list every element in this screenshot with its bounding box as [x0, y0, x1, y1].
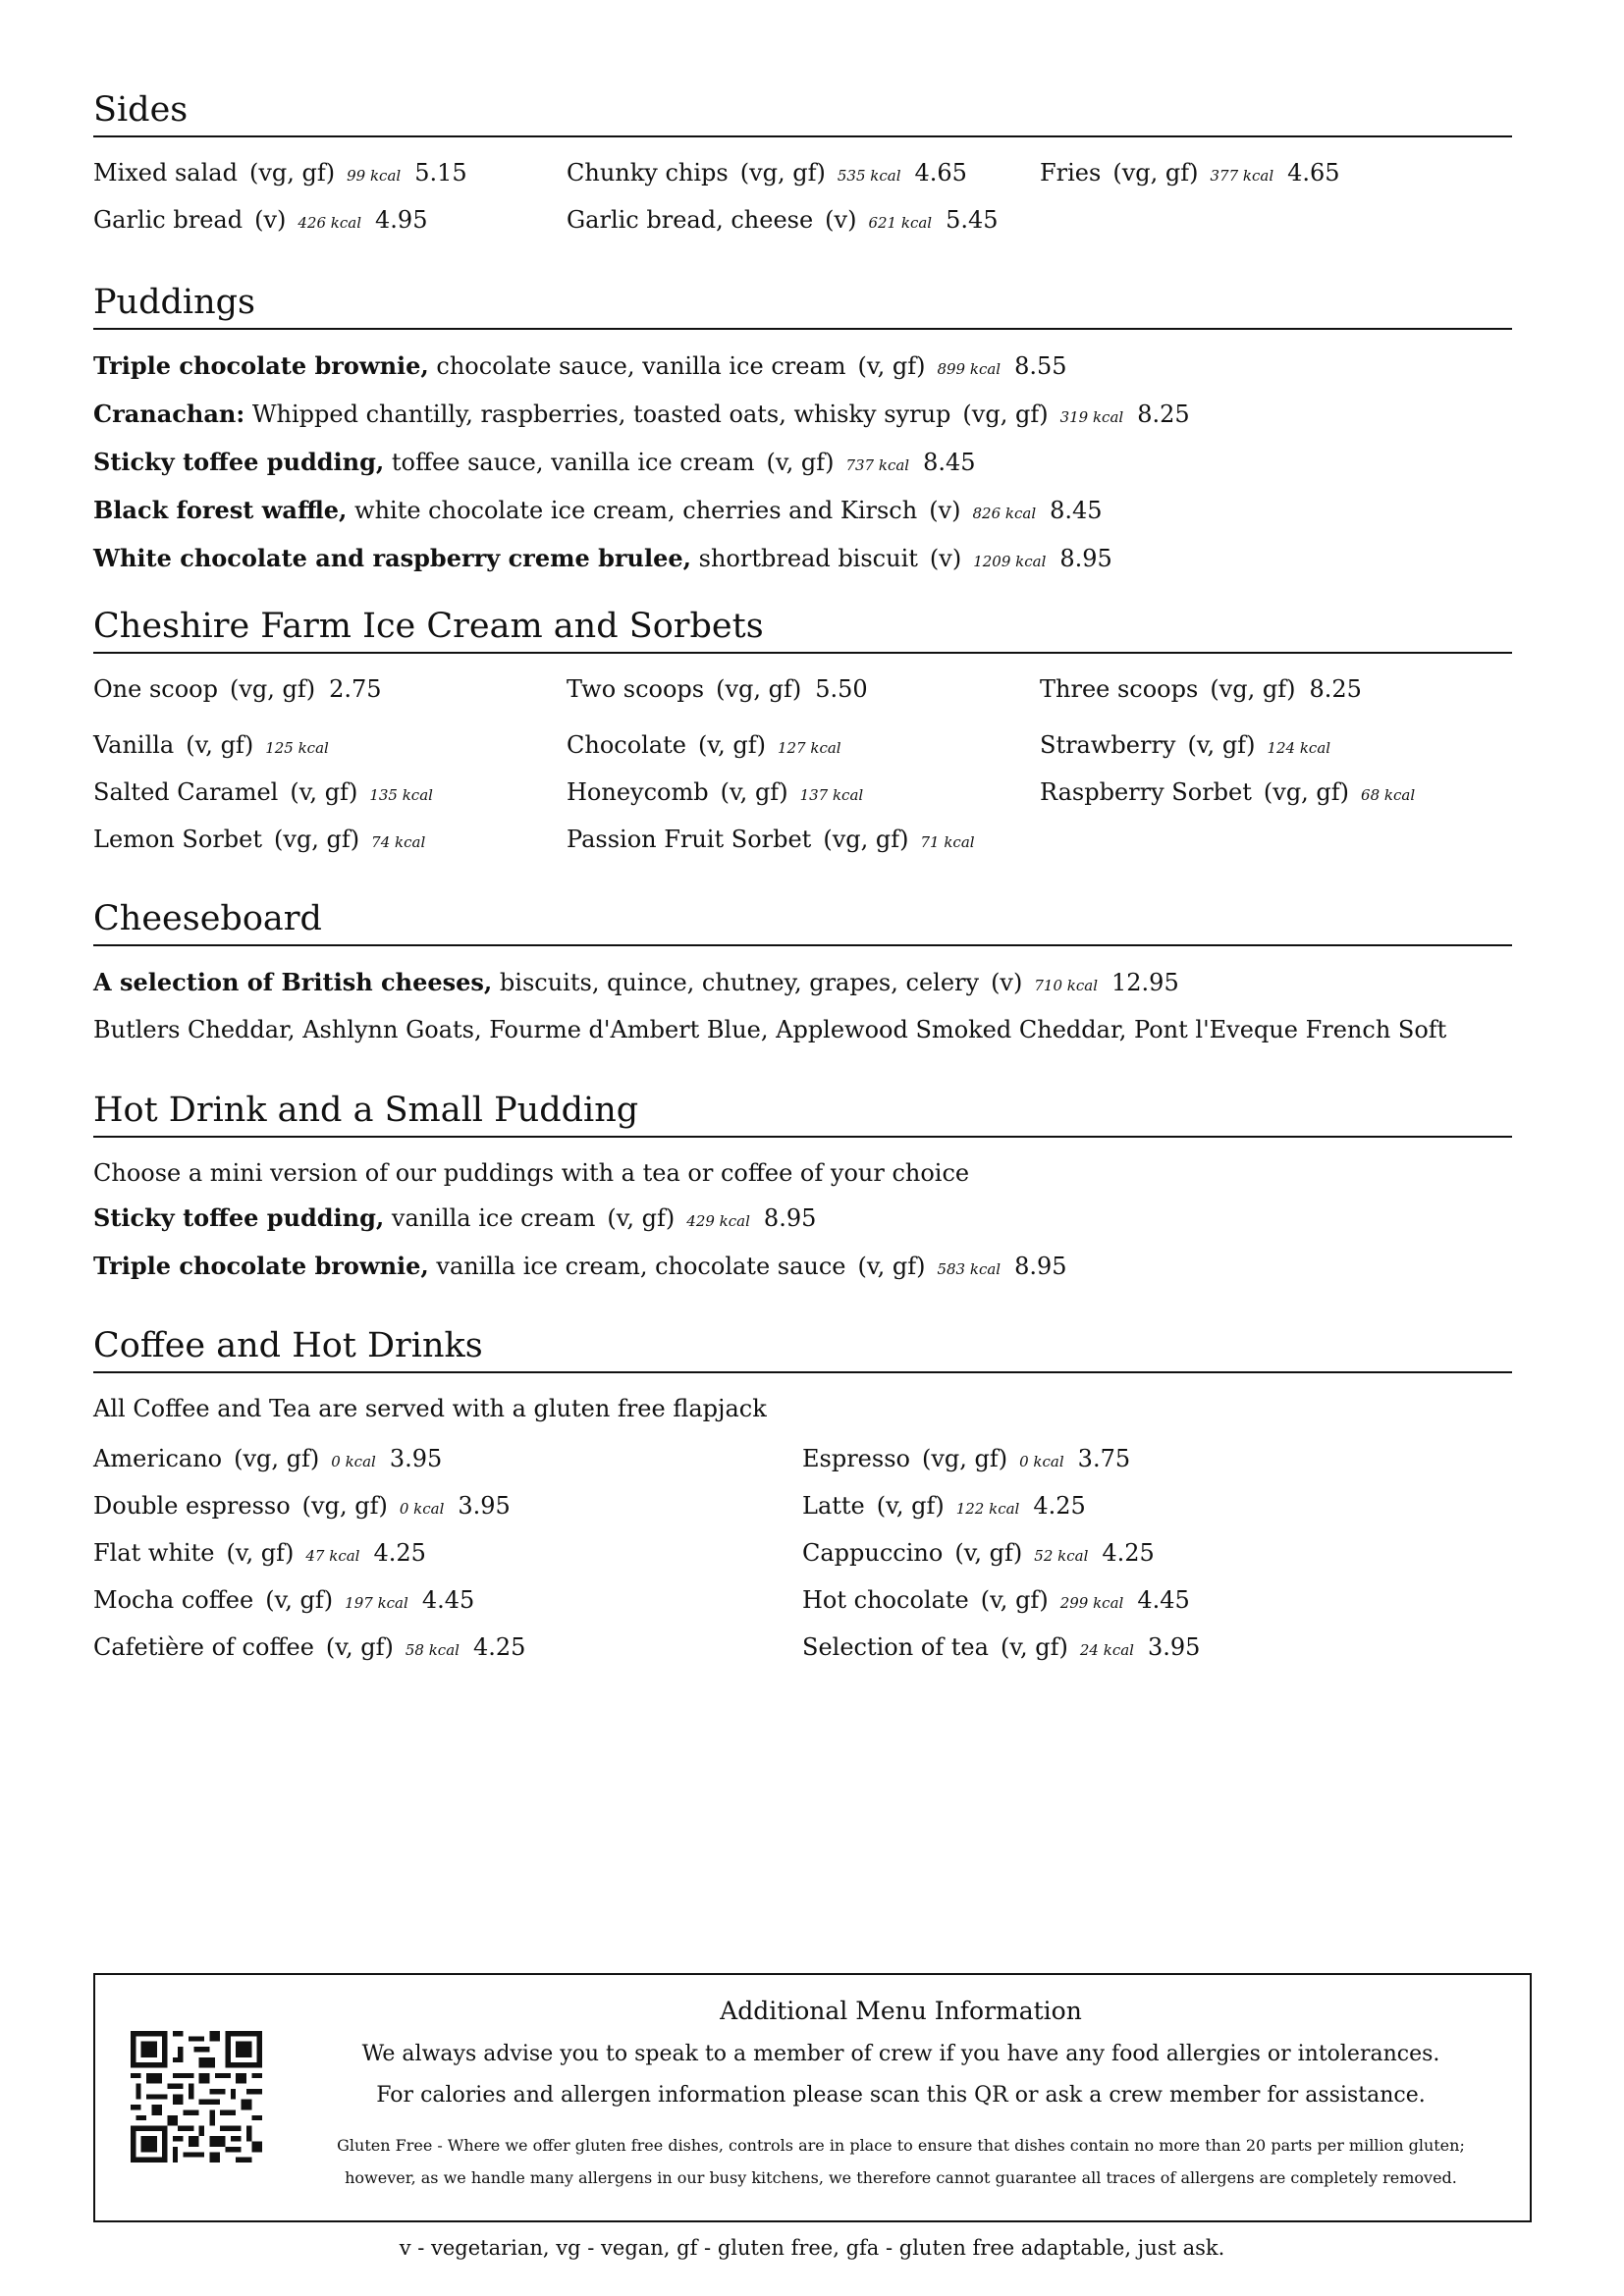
- menu-item: Sticky toffee pudding, toffee sauce, vanilla ice cream (v, gf) 737 kcal 8.45: [93, 448, 976, 476]
- cheese-list: Butlers Cheddar, Ashlynn Goats, Fourme d'Ambert Blue, Applewood Smoked Cheddar, Pont l'Eveque French Soft: [93, 1016, 1447, 1043]
- section-title: Cheeseboard: [93, 897, 1512, 946]
- menu-item: Garlic bread, cheese (v) 621 kcal 5.45: [567, 206, 999, 234]
- menu-item: Cappuccino (v, gf) 52 kcal 4.25: [802, 1539, 1155, 1567]
- menu-item: Cranachan: Whipped chantilly, raspberries, toasted oats, whisky syrup (vg, gf) 319 kcal 8.25: [93, 400, 1190, 428]
- menu-item: Selection of tea (v, gf) 24 kcal 3.95: [802, 1633, 1201, 1661]
- section-title: Hot Drink and a Small Pudding: [93, 1089, 1512, 1138]
- menu-item: Two scoops (vg, gf) 5.50: [567, 675, 868, 703]
- dietary-legend: v - vegetarian, vg - vegan, gf - gluten free, gfa - gluten free adaptable, just ask.: [399, 2236, 1225, 2260]
- flavour-item: Chocolate (v, gf) 127 kcal: [567, 731, 841, 759]
- menu-item: Mixed salad (vg, gf) 99 kcal 5.15: [93, 159, 467, 187]
- menu-item: Fries (vg, gf) 377 kcal 4.65: [1040, 159, 1340, 187]
- calorie-info: For calories and allergen information please scan this QR or ask a crew member for assistance.: [376, 2083, 1426, 2108]
- flavour-item: Honeycomb (v, gf) 137 kcal: [567, 778, 864, 806]
- flavour-item: Salted Caramel (v, gf) 135 kcal: [93, 778, 433, 806]
- menu-item: Chunky chips (vg, gf) 535 kcal 4.65: [567, 159, 967, 187]
- allergen-info-box: [93, 1973, 1532, 2222]
- section-title: Sides: [93, 88, 1512, 137]
- menu-item: Black forest waffle, white chocolate ice cream, cherries and Kirsch (v) 826 kcal 8.45: [93, 496, 1103, 524]
- menu-item: Mocha coffee (v, gf) 197 kcal 4.45: [93, 1586, 475, 1614]
- menu-item: Triple chocolate brownie, vanilla ice cream, chocolate sauce (v, gf) 583 kcal 8.95: [93, 1252, 1067, 1280]
- section-hot-drink-pudding: [93, 1089, 1512, 1292]
- menu-item: Sticky toffee pudding, vanilla ice cream (v, gf) 429 kcal 8.95: [93, 1203, 817, 1232]
- menu-item: Double espresso (vg, gf) 0 kcal 3.95: [93, 1492, 511, 1520]
- section-cheeseboard: [93, 897, 1512, 1052]
- section-intro: Choose a mini version of our puddings with a tea or coffee of your choice: [93, 1159, 970, 1187]
- menu-item: Espresso (vg, gf) 0 kcal 3.75: [802, 1445, 1131, 1472]
- flavour-item: Vanilla (v, gf) 125 kcal: [93, 731, 329, 759]
- menu-item: One scoop (vg, gf) 2.75: [93, 675, 382, 703]
- flavour-item: Raspberry Sorbet (vg, gf) 68 kcal: [1040, 778, 1416, 806]
- section-title: Coffee and Hot Drinks: [93, 1324, 1512, 1373]
- section-title: Cheshire Farm Ice Cream and Sorbets: [93, 605, 1512, 654]
- section-title: Puddings: [93, 281, 1512, 330]
- section-puddings: [93, 281, 1512, 584]
- qr-code-icon[interactable]: [131, 2031, 262, 2163]
- menu-item: A selection of British cheeses, biscuits, quince, chutney, grapes, celery (v) 710 kcal 12.95: [93, 968, 1179, 996]
- allergen-disclaimer: however, as we handle many allergens in our busy kitchens, we therefore cannot guarantee all traces of allergens are completely removed.: [345, 2168, 1457, 2187]
- allergy-advice: We always advise you to speak to a member of crew if you have any food allergies or intolerances.: [361, 2042, 1440, 2066]
- info-title: Additional Menu Information: [720, 1997, 1082, 2025]
- menu-item: Hot chocolate (v, gf) 299 kcal 4.45: [802, 1586, 1190, 1614]
- menu-item: Triple chocolate brownie, chocolate sauce, vanilla ice cream (v, gf) 899 kcal 8.55: [93, 351, 1067, 380]
- menu-item: Garlic bread (v) 426 kcal 4.95: [93, 206, 428, 234]
- section-coffee: [93, 1324, 1512, 1673]
- menu-item: Flat white (v, gf) 47 kcal 4.25: [93, 1539, 426, 1567]
- menu-item: Three scoops (vg, gf) 8.25: [1040, 675, 1362, 703]
- section-intro: All Coffee and Tea are served with a gluten free flapjack: [93, 1395, 767, 1422]
- flavour-item: Strawberry (v, gf) 124 kcal: [1040, 731, 1331, 759]
- menu-item: Latte (v, gf) 122 kcal 4.25: [802, 1492, 1086, 1520]
- gluten-free-note: Gluten Free - Where we offer gluten free dishes, controls are in place to ensure that dishes contain no more than 20 parts per million gluten;: [337, 2136, 1465, 2155]
- section-ice-cream: [93, 605, 1512, 865]
- menu-item: Americano (vg, gf) 0 kcal 3.95: [93, 1445, 443, 1472]
- menu-item: Cafetière of coffee (v, gf) 58 kcal 4.25: [93, 1633, 526, 1661]
- flavour-item: Passion Fruit Sorbet (vg, gf) 71 kcal: [567, 826, 975, 853]
- flavour-item: Lemon Sorbet (vg, gf) 74 kcal: [93, 826, 426, 853]
- menu-item: White chocolate and raspberry creme brulee, shortbread biscuit (v) 1209 kcal 8.95: [93, 544, 1112, 572]
- section-sides: [93, 88, 1512, 245]
